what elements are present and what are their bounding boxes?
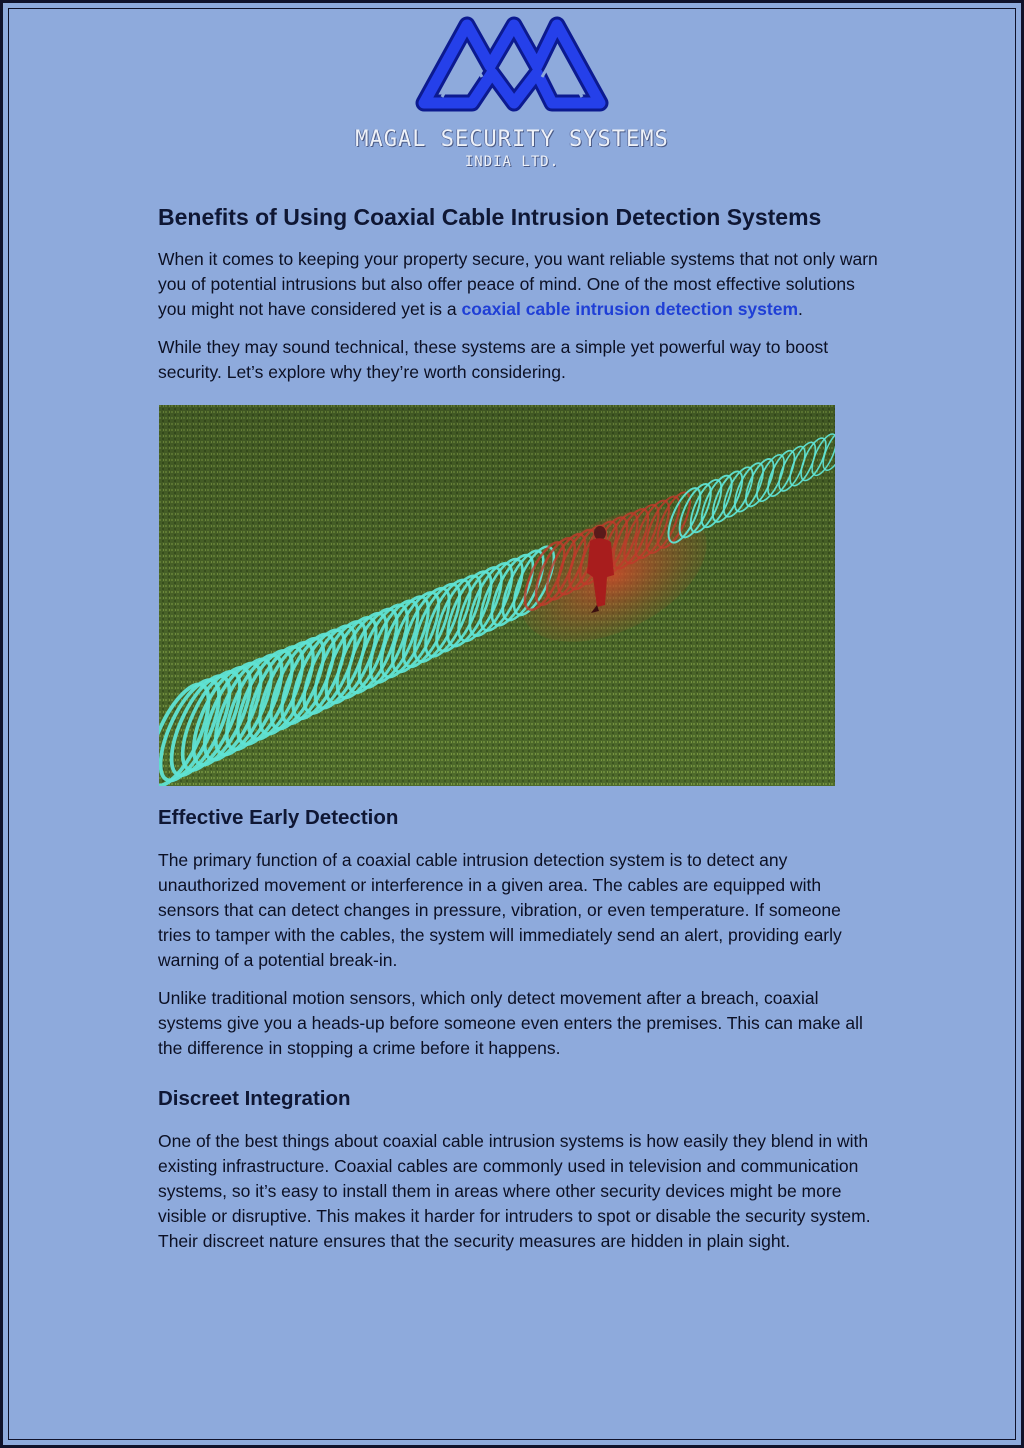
coaxial-cable-link[interactable]: coaxial cable intrusion detection system: [461, 299, 799, 319]
intro-text-before: When it comes to keeping your property secure, you want reliable systems that not only warn you of potential intrusions but also offer peace of mind. One of the most effective solutions you might not have considered yet is a: [158, 249, 878, 319]
section-discreet-integration: [158, 1085, 878, 1254]
section-heading: Discreet Integration: [158, 1087, 351, 1110]
section-paragraph: The primary function of a coaxial cable intrusion detection system is to detect any unauthorized movement or interference in a given area. The cables are equipped with sensors that can detect changes in pressure, vibration, or even temperature. If someone tries to tamper with the cables, the system will immediately send an alert, providing early warning of a potential break-in.: [158, 850, 842, 970]
intro-paragraph-2: While they may sound technical, these systems are a simple yet powerful way to boost security. Let’s explore why they’re worth considering.: [158, 337, 829, 382]
article-title: Benefits of Using Coaxial Cable Intrusion Detection Systems: [158, 204, 822, 230]
section-paragraph: Unlike traditional motion sensors, which only detect movement after a breach, coaxial systems give you a heads-up before someone even enters the premises. This can make all the difference in stopping a crime before it happens.: [158, 988, 863, 1058]
intro-text-after: .: [798, 299, 803, 319]
section-paragraph: One of the best things about coaxial cable intrusion systems is how easily they blend in with existing infrastructure. Coaxial cables are commonly used in television and communication systems, so it’s easy to install them in areas where other security devices might be more visible or disruptive. This makes it harder for intruders to spot or disable the security system. Their discreet nature ensures that the security measures are hidden in plain sight.: [158, 1131, 871, 1251]
company-subtitle: INDIA LTD.: [464, 154, 560, 170]
brand-header: [3, 11, 1021, 170]
company-name: MAGAL SECURITY SYSTEMS: [355, 127, 669, 152]
section-early-detection: [158, 804, 878, 1061]
coaxial-detection-illustration: [159, 405, 835, 786]
article: [158, 201, 878, 1267]
magal-logo-icon: [412, 11, 612, 113]
section-heading: Effective Early Detection: [158, 806, 399, 829]
intro-paragraph-1: [158, 247, 878, 322]
